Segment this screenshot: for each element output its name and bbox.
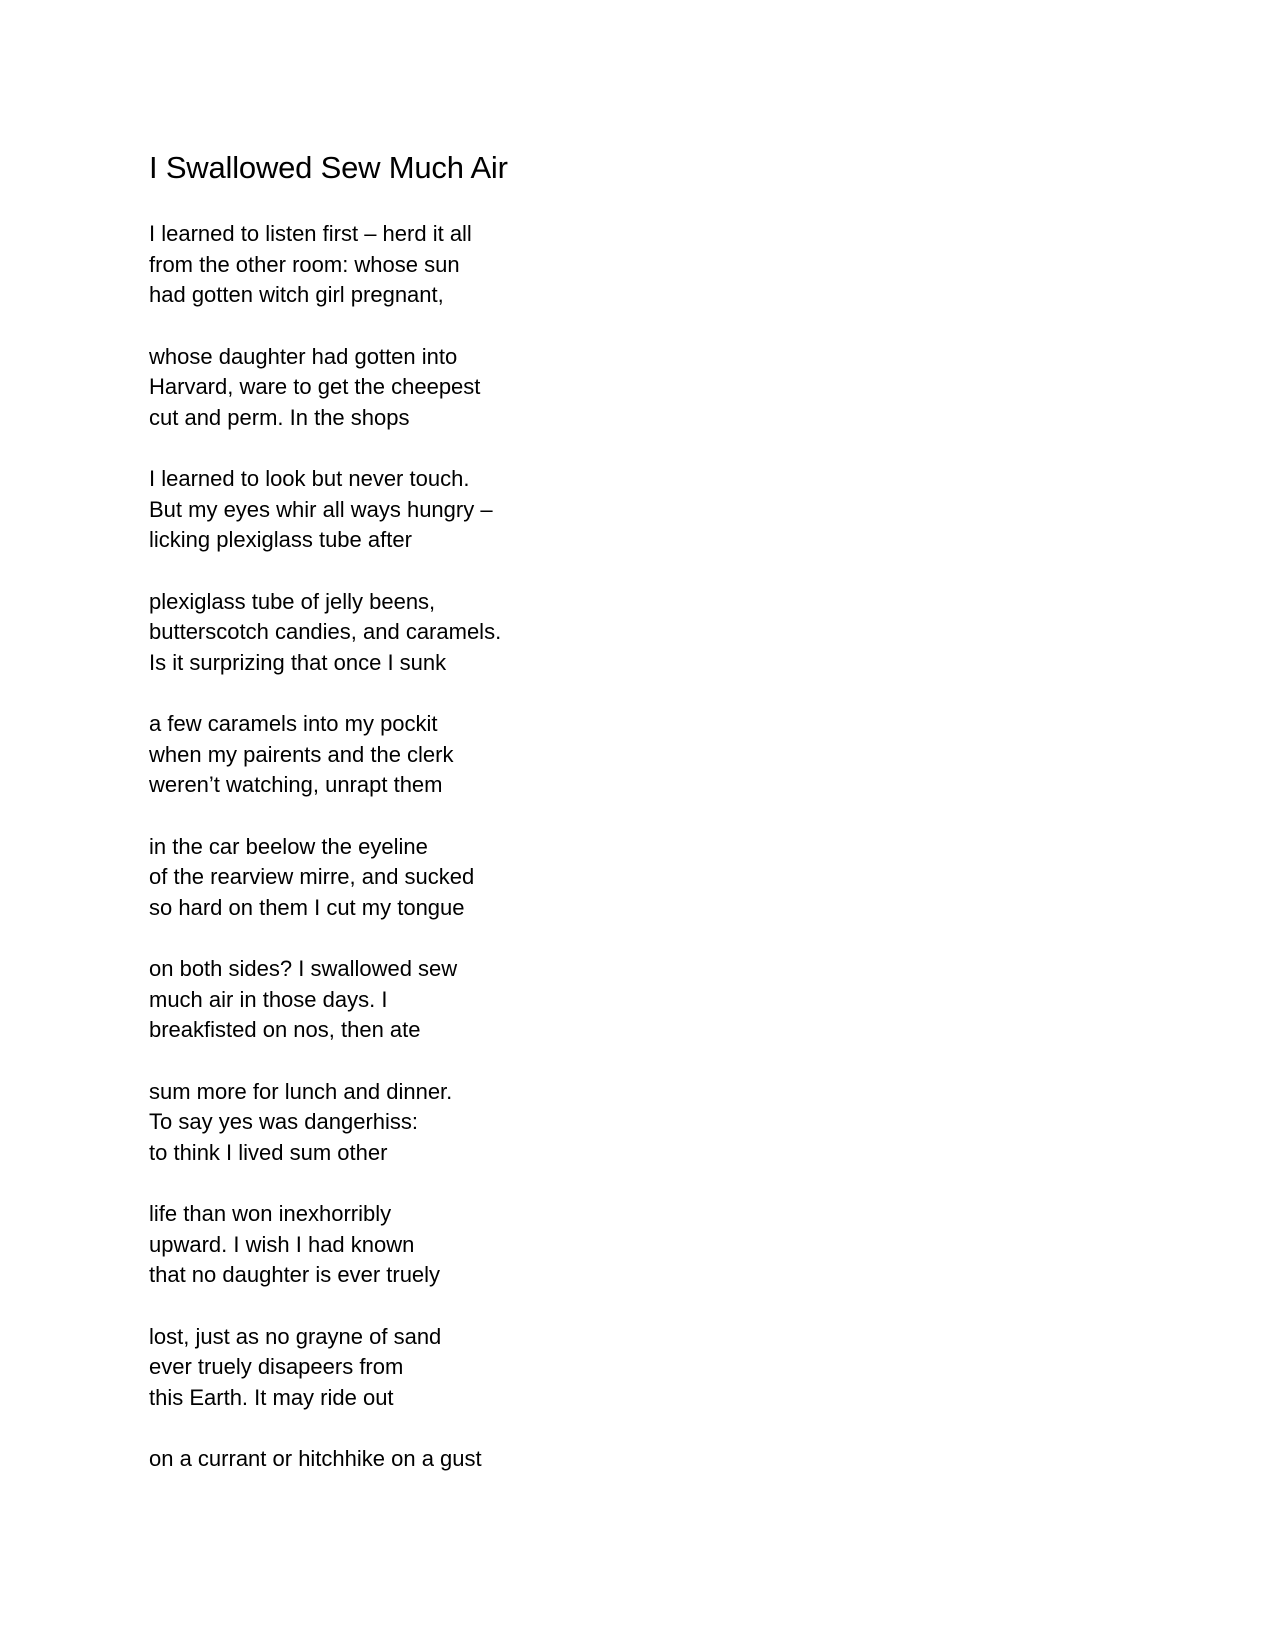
poem-line: weren’t watching, unrapt them [149, 772, 443, 797]
poem-line: ever truely disapeers from [149, 1354, 404, 1379]
poem-line: in the car beelow the eyeline [149, 833, 428, 859]
poem-line: To say yes was dangerhiss: [149, 1109, 419, 1134]
poem-line: a few caramels into my pockit [149, 711, 438, 736]
poem-line: whose daughter had gotten into [149, 343, 458, 369]
poem-line: that no daughter is ever truely [149, 1262, 441, 1287]
stanza-3 [149, 464, 849, 556]
poem-line: butterscotch candies, and caramels. [149, 619, 502, 644]
stanza-6 [149, 832, 849, 924]
stanza-10 [149, 1322, 849, 1414]
stanza-9 [149, 1199, 849, 1291]
stanza-1 [149, 219, 849, 311]
poem-line: on a currant or hitchhike on a gust [149, 1446, 482, 1471]
poem-line: when my pairents and the clerk [149, 741, 454, 767]
poem-body [149, 219, 849, 1506]
poem-line: had gotten witch girl pregnant, [149, 282, 444, 307]
poem-line: breakfisted on nos, then ate [149, 1017, 421, 1042]
poem-line: from the other room: whose sun [149, 251, 460, 277]
poem-line: plexiglass tube of jelly beens, [149, 588, 436, 614]
stanza-5 [149, 709, 849, 801]
poem-line: this Earth. It may ride out [149, 1384, 394, 1410]
poem-line: much air in those days. I [149, 986, 388, 1012]
poem-line: cut and perm. In the shops [149, 404, 410, 430]
poem-line: Is it surprizing that once I sunk [149, 649, 447, 675]
poem-line: I learned to listen first – herd it all [149, 221, 472, 246]
stanza-4 [149, 587, 849, 679]
poem-line: Harvard, ware to get the cheepest [149, 374, 481, 399]
stanza-2 [149, 342, 849, 434]
stanza-8 [149, 1077, 849, 1169]
poem-line: lost, just as no grayne of sand [149, 1323, 442, 1349]
poem-line: sum more for lunch and dinner. [149, 1078, 453, 1104]
poem-line: of the rearview mirre, and sucked [149, 864, 475, 889]
stanza-11 [149, 1444, 849, 1475]
poem-line: But my eyes whir all ways hungry – [149, 496, 493, 522]
poem-line: licking plexiglass tube after [149, 527, 412, 552]
poem-line: on both sides? I swallowed sew [149, 956, 458, 981]
poem-line: life than won inexhorribly [149, 1201, 392, 1226]
poem-line: I learned to look but never touch. [149, 466, 470, 491]
poem-title: I Swallowed Sew Much Air [149, 150, 508, 185]
poem-line: so hard on them I cut my tongue [149, 894, 465, 920]
stanza-7 [149, 954, 849, 1046]
poem-line: to think I lived sum other [149, 1139, 388, 1165]
poem-line: upward. I wish I had known [149, 1231, 415, 1257]
